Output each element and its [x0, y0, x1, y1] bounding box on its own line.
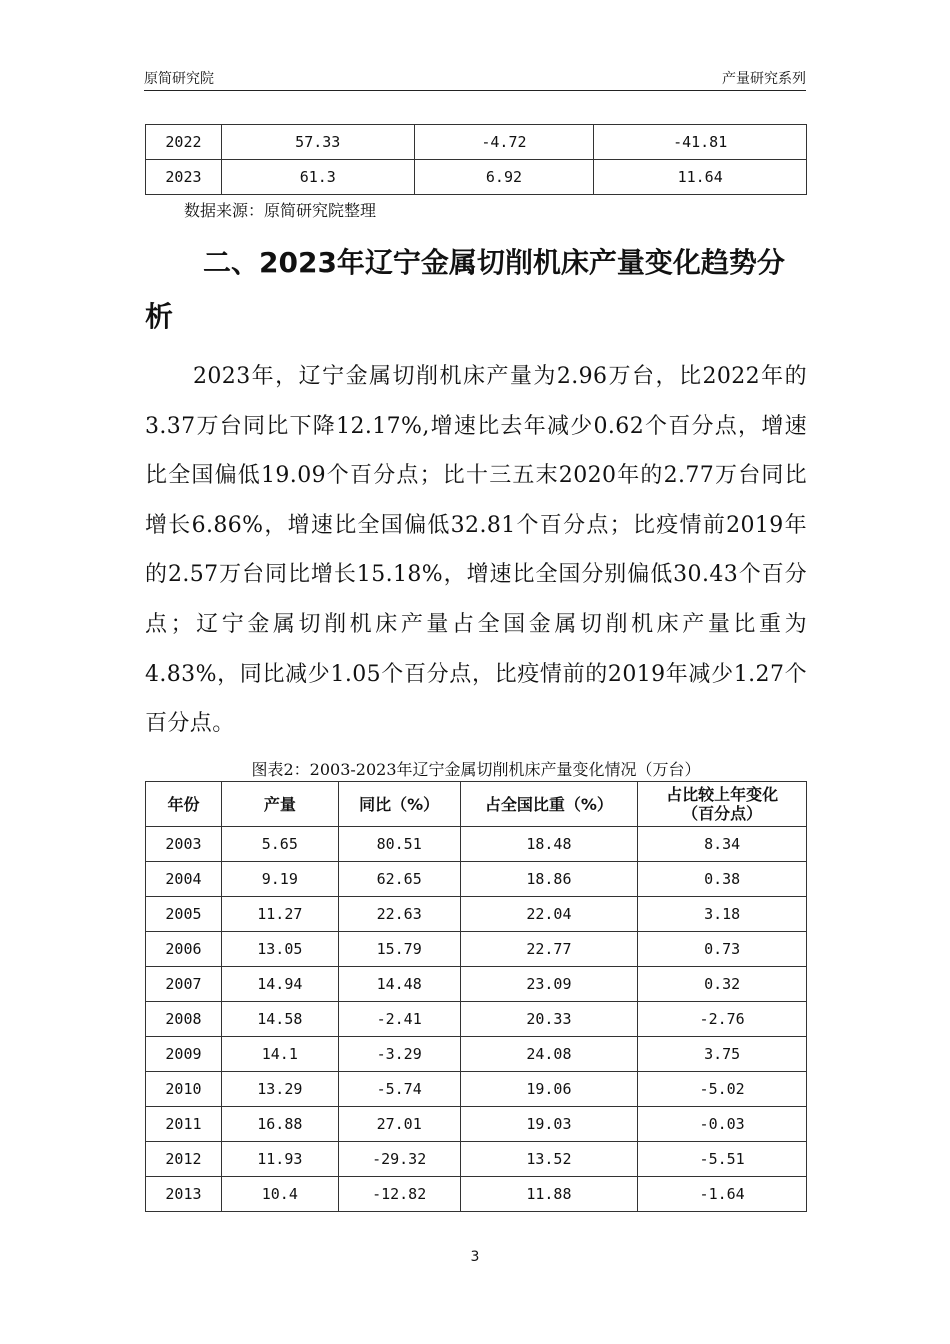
table-caption: 图表2：2003-2023年辽宁金属切削机床产量变化情况（万台） [251, 760, 701, 779]
table-row [146, 125, 807, 160]
table-row [146, 862, 807, 897]
cell-year: 2023 [146, 160, 222, 195]
table-row [146, 1002, 807, 1037]
cell-output: 9.19 [221, 862, 338, 897]
data-source-note: 数据来源：原简研究院整理 [184, 201, 377, 220]
cell-value: -4.72 [414, 125, 594, 160]
cell-output: 14.1 [221, 1037, 338, 1072]
cell-yoy: -29.32 [338, 1142, 460, 1177]
cell-yoy: -2.41 [338, 1002, 460, 1037]
cell-share-change: -1.64 [638, 1177, 807, 1212]
cell-output: 11.27 [221, 897, 338, 932]
header-org: 原简研究院 [144, 71, 214, 87]
cell-share-change: -5.51 [638, 1142, 807, 1177]
header-share-change-line2: （百分点） [682, 804, 763, 823]
cell-output: 14.94 [221, 967, 338, 1002]
cell-yoy: 80.51 [338, 827, 460, 862]
page-number: 3 [470, 1249, 480, 1265]
cell-year: 2012 [146, 1142, 222, 1177]
cell-value: 6.92 [414, 160, 594, 195]
cell-year: 2011 [146, 1107, 222, 1142]
cell-yoy: 22.63 [338, 897, 460, 932]
header-yoy: 同比（%） [338, 782, 460, 827]
cell-yoy: 14.48 [338, 967, 460, 1002]
cell-year: 2006 [146, 932, 222, 967]
cell-output: 14.58 [221, 1002, 338, 1037]
cell-share: 13.52 [460, 1142, 638, 1177]
cell-share: 20.33 [460, 1002, 638, 1037]
header-share-change [638, 782, 807, 827]
analysis-paragraph: 2023年，辽宁金属切削机床产量为2.96万台，比2022年的3.37万台同比下降12.17%,增速比去年减少0.62个百分点，增速比全国偏低19.09个百分点；比十三五末2020年的2.77万台同比增长6.86%，增速比全国偏低32.81个百分点；比疫情前2019年的2.57万台同比增长15.18%，增速比全国分别偏低30.43个百分点；辽宁金属切削机床产量占全国金属切削机床产量比重为4.83%，同比减少1.05个百分点，比疫情前的2019年减少1.27个百分点。 [145, 364, 807, 737]
cell-share-change: 8.34 [638, 827, 807, 862]
cell-share: 19.06 [460, 1072, 638, 1107]
cell-year: 2003 [146, 827, 222, 862]
header-share-change-line1: 占比较上年变化 [666, 785, 779, 804]
cell-share: 18.86 [460, 862, 638, 897]
cell-share: 19.03 [460, 1107, 638, 1142]
cell-value: 57.33 [221, 125, 414, 160]
page-header [144, 64, 806, 91]
cell-share: 11.88 [460, 1177, 638, 1212]
header-output: 产量 [221, 782, 338, 827]
cell-yoy: -12.82 [338, 1177, 460, 1212]
table-row [146, 1072, 807, 1107]
cell-share-change: 3.75 [638, 1037, 807, 1072]
cell-share-change: 0.38 [638, 862, 807, 897]
cell-year: 2004 [146, 862, 222, 897]
cell-output: 5.65 [221, 827, 338, 862]
cell-year: 2010 [146, 1072, 222, 1107]
cell-year: 2005 [146, 897, 222, 932]
cell-year: 2009 [146, 1037, 222, 1072]
cell-year: 2008 [146, 1002, 222, 1037]
cell-year: 2007 [146, 967, 222, 1002]
cell-yoy: 62.65 [338, 862, 460, 897]
cell-share: 23.09 [460, 967, 638, 1002]
cell-value: -41.81 [594, 125, 807, 160]
table-row [146, 1142, 807, 1177]
table-row [146, 1107, 807, 1142]
cell-output: 13.29 [221, 1072, 338, 1107]
cell-share: 24.08 [460, 1037, 638, 1072]
header-share: 占全国比重（%） [460, 782, 638, 827]
cell-share: 18.48 [460, 827, 638, 862]
cell-yoy: -3.29 [338, 1037, 460, 1072]
production-table [145, 781, 807, 1212]
header-year: 年份 [146, 782, 222, 827]
cell-year: 2013 [146, 1177, 222, 1212]
table-row [146, 160, 807, 195]
cell-share-change: -0.03 [638, 1107, 807, 1142]
table-row [146, 827, 807, 862]
cell-output: 10.4 [221, 1177, 338, 1212]
cell-output: 11.93 [221, 1142, 338, 1177]
table-row [146, 967, 807, 1002]
cell-share: 22.77 [460, 932, 638, 967]
cell-yoy: 15.79 [338, 932, 460, 967]
cell-value: 61.3 [221, 160, 414, 195]
cell-share-change: -5.02 [638, 1072, 807, 1107]
header-series: 产量研究系列 [722, 71, 806, 87]
table-header-row [146, 782, 807, 827]
cell-share-change: 0.32 [638, 967, 807, 1002]
cell-year: 2022 [146, 125, 222, 160]
cell-value: 11.64 [594, 160, 807, 195]
table-row [146, 897, 807, 932]
cell-output: 13.05 [221, 932, 338, 967]
table-row [146, 1037, 807, 1072]
table-row [146, 932, 807, 967]
cell-yoy: -5.74 [338, 1072, 460, 1107]
table-row [146, 1177, 807, 1212]
cell-yoy: 27.01 [338, 1107, 460, 1142]
cell-share-change: 3.18 [638, 897, 807, 932]
cell-share-change: -2.76 [638, 1002, 807, 1037]
continued-data-table [145, 124, 807, 195]
cell-share: 22.04 [460, 897, 638, 932]
cell-share-change: 0.73 [638, 932, 807, 967]
section-heading: 二、2023年辽宁金属切削机床产量变化趋势分析 [145, 246, 785, 333]
cell-output: 16.88 [221, 1107, 338, 1142]
